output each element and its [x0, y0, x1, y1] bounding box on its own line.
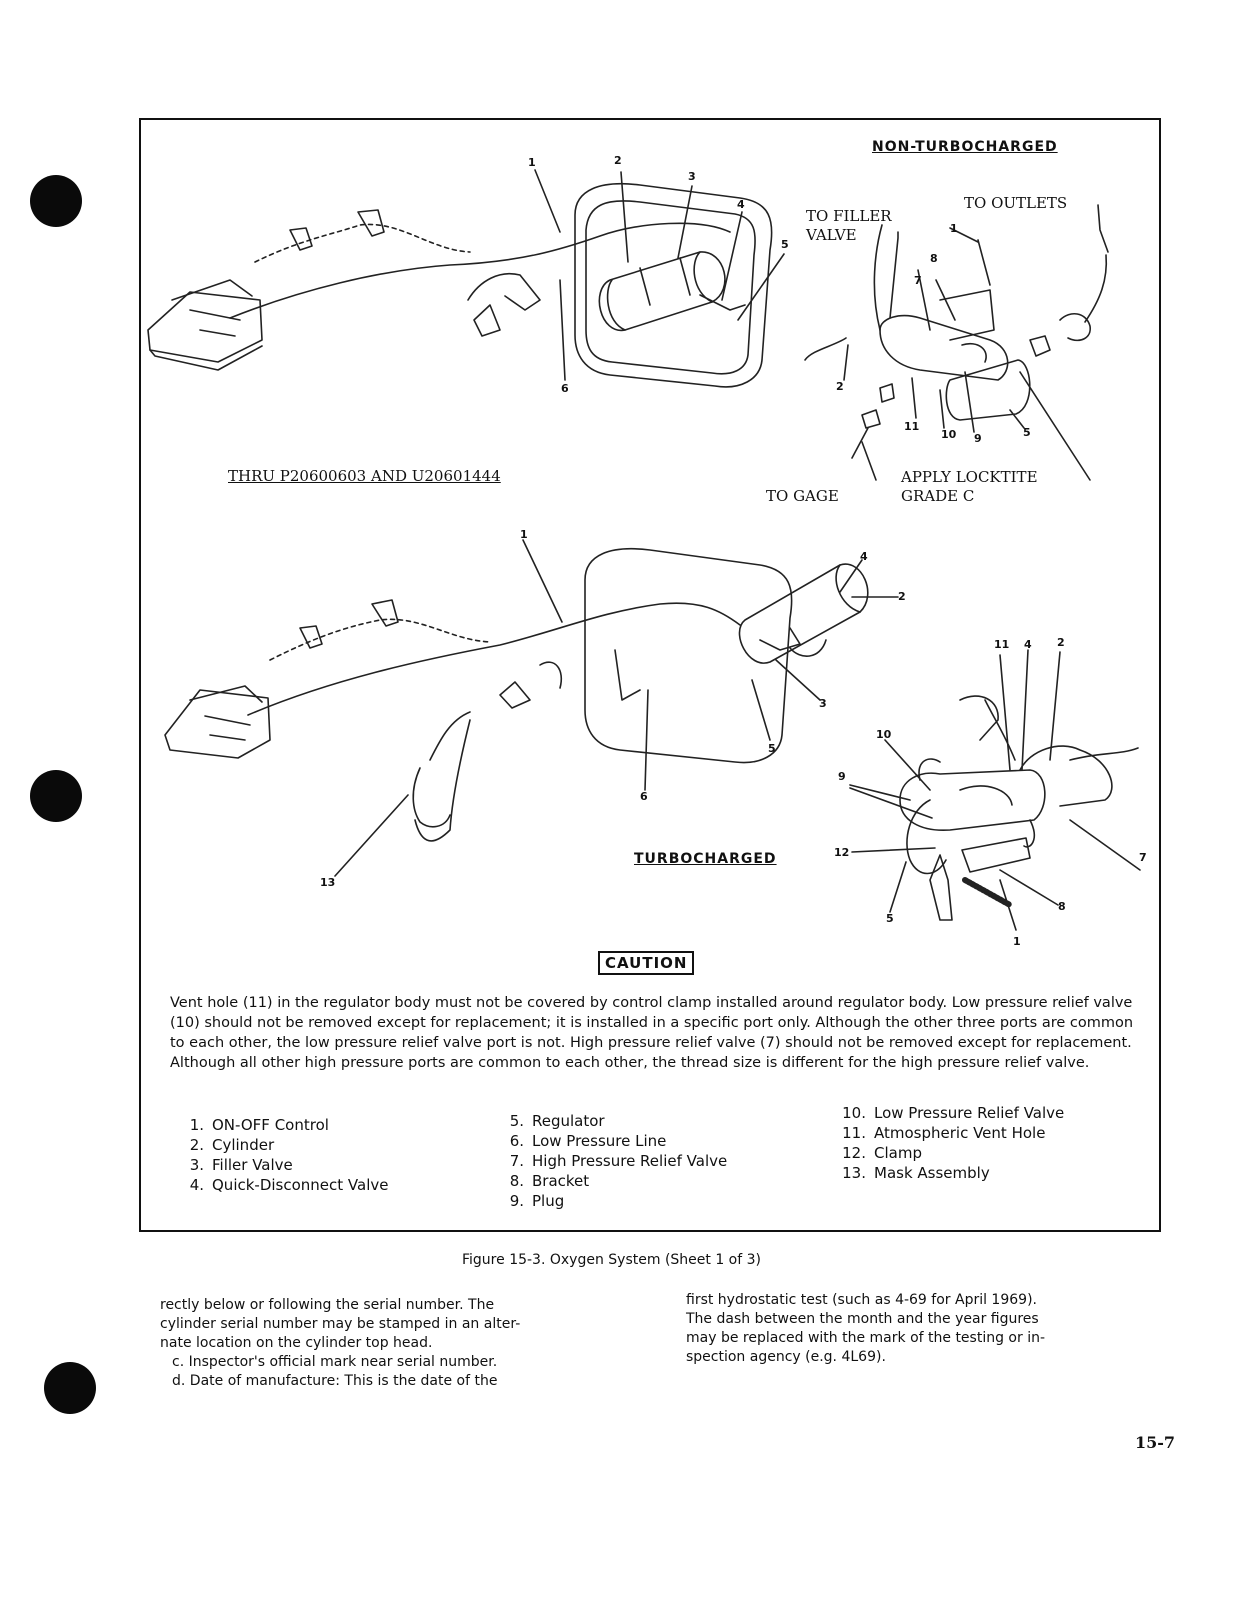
callout-upper-1: 1	[528, 156, 536, 169]
callout-detail-lower-5: 5	[886, 912, 894, 925]
body-line: spection agency (e.g. 4L69).	[686, 1349, 886, 1365]
lower-floor-bracket	[165, 686, 270, 758]
callout-detail-lower-2: 2	[1057, 636, 1065, 649]
legend-item: 2. Cylinder	[189, 1136, 275, 1154]
callout-detail-upper-7: 7	[914, 274, 922, 287]
callout-lower-1: 1	[520, 528, 528, 541]
legend-item: 4. Quick-Disconnect Valve	[189, 1176, 389, 1194]
callout-lower-13: 13	[320, 876, 336, 889]
callout-lower-2: 2	[898, 590, 906, 603]
callout-detail-lower-7: 7	[1139, 851, 1147, 864]
label-to-filler-line1: TO FILLER	[806, 207, 892, 225]
callout-lower-5: 5	[768, 742, 776, 755]
callout-upper-6: 6	[561, 382, 569, 395]
upper-control-cable	[230, 223, 730, 318]
label-apply-locktite-line1: APPLY LOCKTITE	[901, 468, 1038, 486]
body-line: cylinder serial number may be stamped in an alter-	[160, 1316, 521, 1332]
legend-item: 11. Atmospheric Vent Hole	[842, 1124, 1046, 1142]
callout-lower-6: 6	[640, 790, 648, 803]
callout-detail-upper-5: 5	[1023, 426, 1031, 439]
callout-detail-upper-1: 1	[950, 222, 958, 235]
body-line: The dash between the month and the year figures	[686, 1311, 1039, 1327]
lower-control-cable	[248, 603, 740, 715]
upper-oxygen-cylinder	[599, 252, 725, 330]
legend-item: 13. Mask Assembly	[842, 1164, 990, 1182]
callout-detail-lower-1: 1	[1013, 935, 1021, 948]
callout-detail-upper-8: 8	[930, 252, 938, 265]
callout-detail-upper-9: 9	[974, 432, 982, 445]
legend-item: 8. Bracket	[509, 1172, 590, 1190]
page-number: 15-7	[1135, 1433, 1176, 1452]
callout-detail-lower-10: 10	[876, 728, 892, 741]
callout-upper-4: 4	[737, 198, 745, 211]
legend-item: 3. Filler Valve	[189, 1156, 293, 1174]
upper-regulator-detail	[805, 240, 1106, 458]
body-line: may be replaced with the mark of the testing or in-	[686, 1330, 1046, 1346]
callout-lower-3: 3	[819, 697, 827, 710]
upper-floor-bracket	[148, 280, 262, 370]
mask-hose	[430, 712, 470, 760]
legend-item: 10. Low Pressure Relief Valve	[842, 1104, 1065, 1122]
legend-column-2	[490, 1111, 727, 1211]
callout-upper-5: 5	[781, 238, 789, 251]
callout-detail-upper-10: 10	[941, 428, 957, 441]
heading-non-turbocharged: NON-TURBOCHARGED	[872, 139, 1058, 155]
body-line: nate location on the cylinder top head.	[160, 1335, 433, 1351]
legend-column-3	[820, 1103, 1064, 1183]
callout-upper-3: 3	[688, 170, 696, 183]
body-line: rectly below or following the serial number. The	[160, 1297, 495, 1313]
caution-text: Vent hole (11) in the regulator body must not be covered by control clamp installed around regulator body. Low pressure relief valve (10) should not be removed except for replacement; it is installed in a specific port only. Although the other three ports are common to each other, the low pressure relief valve port is not. High pressure relief valve (7) should not be removed except for replacement. Although all other high pressure ports are common to each other, the thread size is different for the high pressure relief valve.	[170, 995, 1134, 1071]
legend-item: 5. Regulator	[509, 1112, 605, 1130]
legend-item: 1. ON-OFF Control	[189, 1116, 329, 1134]
label-to-outlets: TO OUTLETS	[964, 194, 1068, 212]
legend-item: 12. Clamp	[842, 1144, 922, 1162]
heading-serial-range: THRU P20600603 AND U20601444	[228, 467, 501, 485]
body-line: d. Date of manufacture: This is the date of the	[172, 1373, 498, 1389]
label-apply-locktite-line2: GRADE C	[901, 487, 975, 505]
callout-detail-lower-4: 4	[1024, 638, 1032, 651]
body-line: first hydrostatic test (such as 4-69 for April 1969).	[686, 1292, 1037, 1308]
label-to-gage: TO GAGE	[766, 487, 839, 505]
lower-regulator-detail	[900, 696, 1138, 920]
heading-turbocharged: TURBOCHARGED	[634, 851, 777, 867]
callout-detail-upper-2: 2	[836, 380, 844, 393]
callout-detail-lower-9: 9	[838, 770, 846, 783]
body-right-column	[686, 1291, 1045, 1367]
legend-item: 7. High Pressure Relief Valve	[509, 1152, 728, 1170]
legend-column-1	[170, 1115, 388, 1195]
body-line: c. Inspector's official mark near serial number.	[172, 1354, 498, 1370]
callout-detail-lower-11: 11	[994, 638, 1010, 651]
legend-item: 6. Low Pressure Line	[509, 1132, 667, 1150]
legend-item: 9. Plug	[509, 1192, 565, 1210]
caution-badge: CAUTION	[598, 951, 694, 975]
callout-detail-lower-8: 8	[1058, 900, 1066, 913]
figure-caption: Figure 15-3. Oxygen System (Sheet 1 of 3)	[462, 1252, 761, 1268]
callout-detail-lower-12: 12	[834, 846, 850, 859]
callout-upper-2: 2	[614, 154, 622, 167]
callout-lower-4: 4	[860, 550, 868, 563]
label-to-filler-line2: VALVE	[806, 226, 857, 244]
body-left-column	[160, 1296, 520, 1391]
callout-detail-upper-11: 11	[904, 420, 920, 433]
